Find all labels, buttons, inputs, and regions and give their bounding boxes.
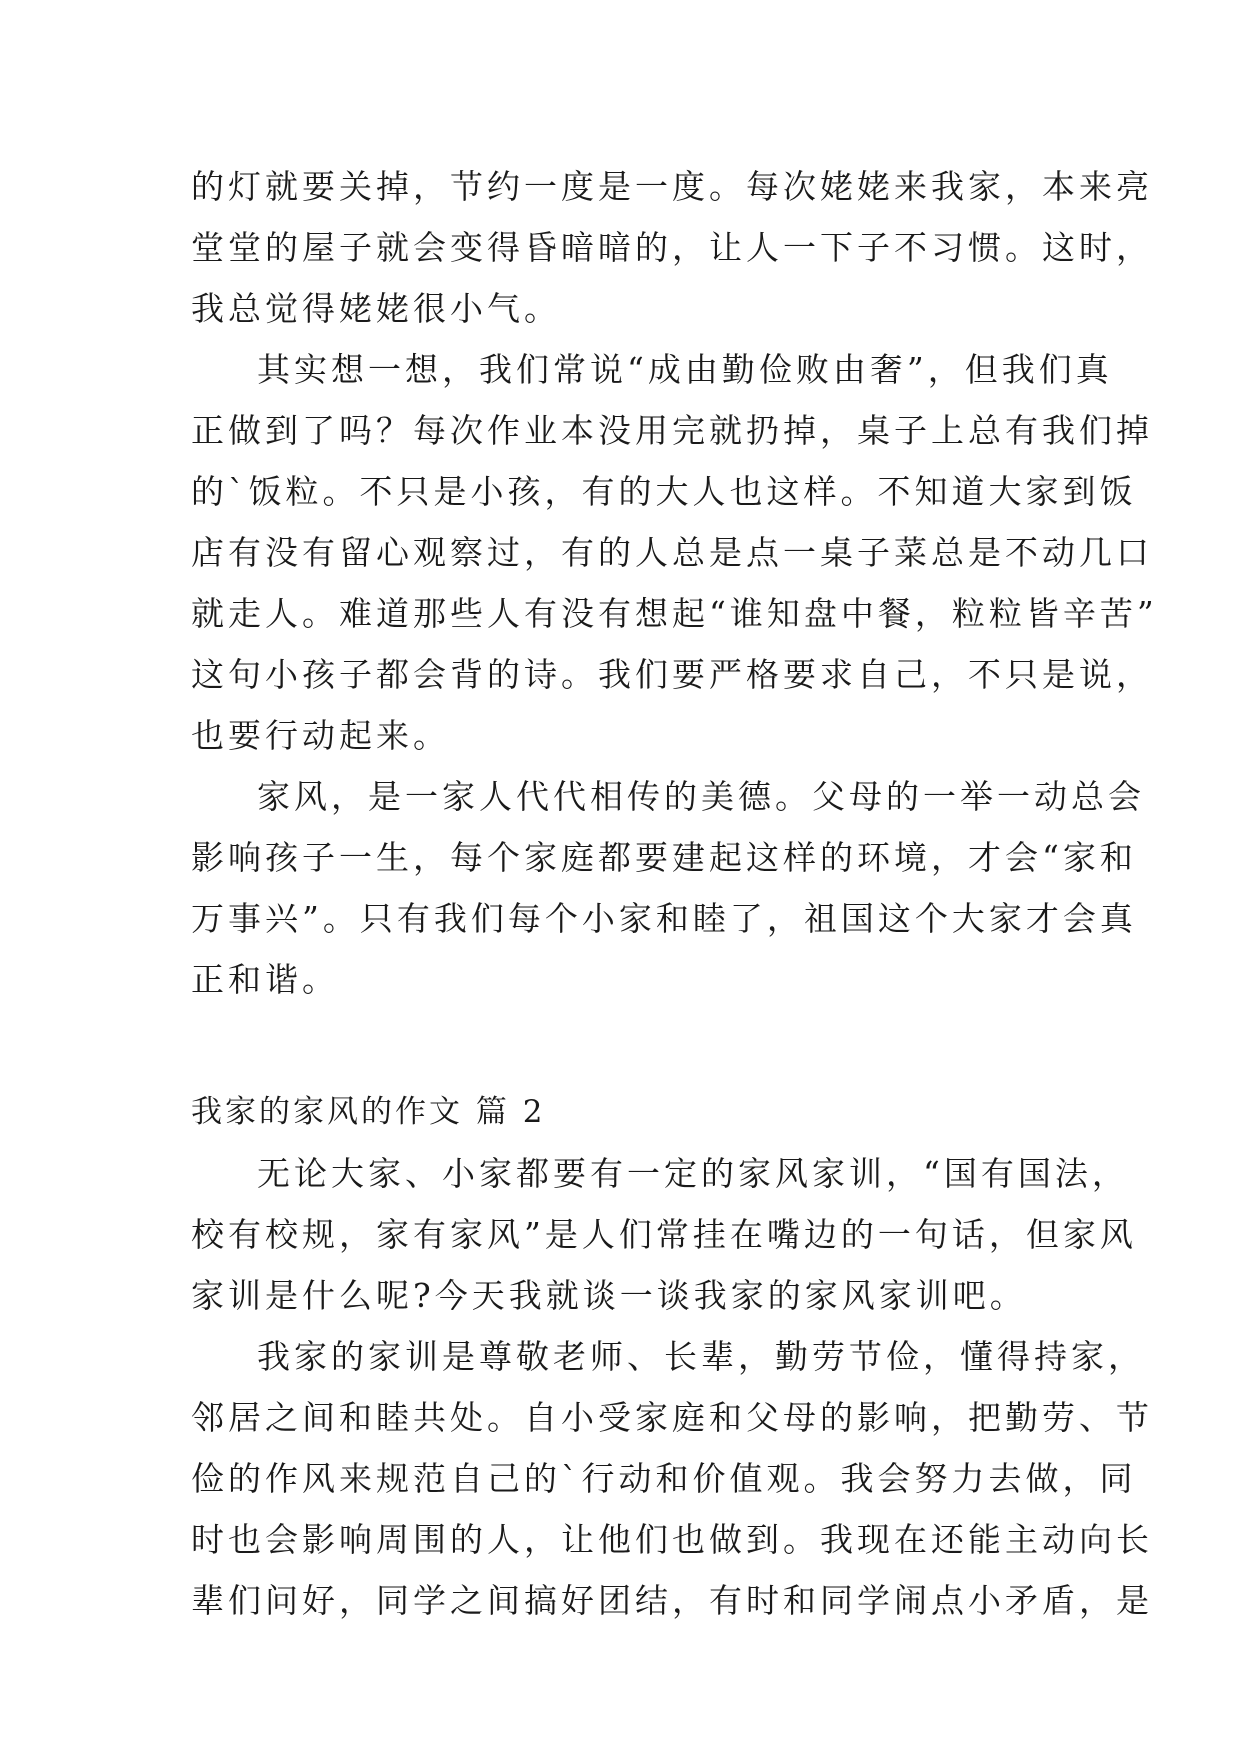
text-line: 时也会影响周围的人，让他们也做到。我现在还能主动向长 (191, 1520, 1153, 1559)
text-line: 万事兴”。只有我们每个小家和睦了，祖国这个大家才会真 (191, 899, 1137, 938)
text-line: 店有没有留心观察过，有的人总是点一桌子菜总是不动几口 (191, 533, 1153, 572)
text-line: 无论大家、小家都要有一定的家风家训，“国有国法， (257, 1154, 1129, 1193)
essay-section-1 (191, 156, 1158, 1010)
paragraph (191, 766, 1145, 1010)
document-page (191, 156, 1158, 1631)
paragraph (191, 1143, 1137, 1326)
paragraph (191, 1326, 1153, 1631)
text-line: 我总觉得姥姥很小气。 (191, 289, 561, 328)
text-line: 也要行动起来。 (191, 716, 450, 755)
text-line: 邻居之间和睦共处。自小受家庭和父母的影响，把勤劳、节 (191, 1398, 1153, 1437)
text-line: 正做到了吗？每次作业本没用完就扔掉，桌子上总有我们掉 (191, 411, 1153, 450)
text-line: 的灯就要关掉，节约一度是一度。每次姥姥来我家，本来亮 (191, 167, 1153, 206)
text-line: 家风，是一家人代代相传的美德。父母的一举一动总会 (257, 777, 1145, 816)
paragraph (191, 156, 1153, 339)
text-line: 的`饭粒。不只是小孩，有的大人也这样。不知道大家到饭 (191, 472, 1137, 511)
section-spacer (191, 1010, 1061, 1082)
paragraph (191, 339, 1158, 766)
text-line: 我家的家训是尊敬老师、长辈，勤劳节俭，懂得持家， (257, 1337, 1145, 1376)
text-line: 其实想一想，我们常说“成由勤俭败由奢”，但我们真 (257, 350, 1113, 389)
text-line: 就走人。难道那些人有没有想起“谁知盘中餐，粒粒皆辛苦” (191, 594, 1158, 633)
text-line: 这句小孩子都会背的诗。我们要严格要求自己，不只是说， (191, 655, 1153, 694)
text-line: 校有校规，家有家风”是人们常挂在嘴边的一句话，但家风 (191, 1215, 1137, 1254)
text-line: 家训是什么呢?今天我就谈一谈我家的家风家训吧。 (191, 1276, 1027, 1315)
text-line: 辈们问好，同学之间搞好团结，有时和同学闹点小矛盾，是 (191, 1581, 1153, 1620)
essay-heading: 我家的家风的作文 篇 2 (191, 1094, 546, 1130)
text-line: 堂堂的屋子就会变得昏暗暗的，让人一下子不习惯。这时， (191, 228, 1153, 267)
text-line: 影响孩子一生，每个家庭都要建起这样的环境，才会“家和 (191, 838, 1137, 877)
essay-section-2 (191, 1082, 1153, 1631)
text-line: 俭的作风来规范自己的`行动和价值观。我会努力去做，同 (191, 1459, 1137, 1498)
text-line: 正和谐。 (191, 960, 339, 999)
